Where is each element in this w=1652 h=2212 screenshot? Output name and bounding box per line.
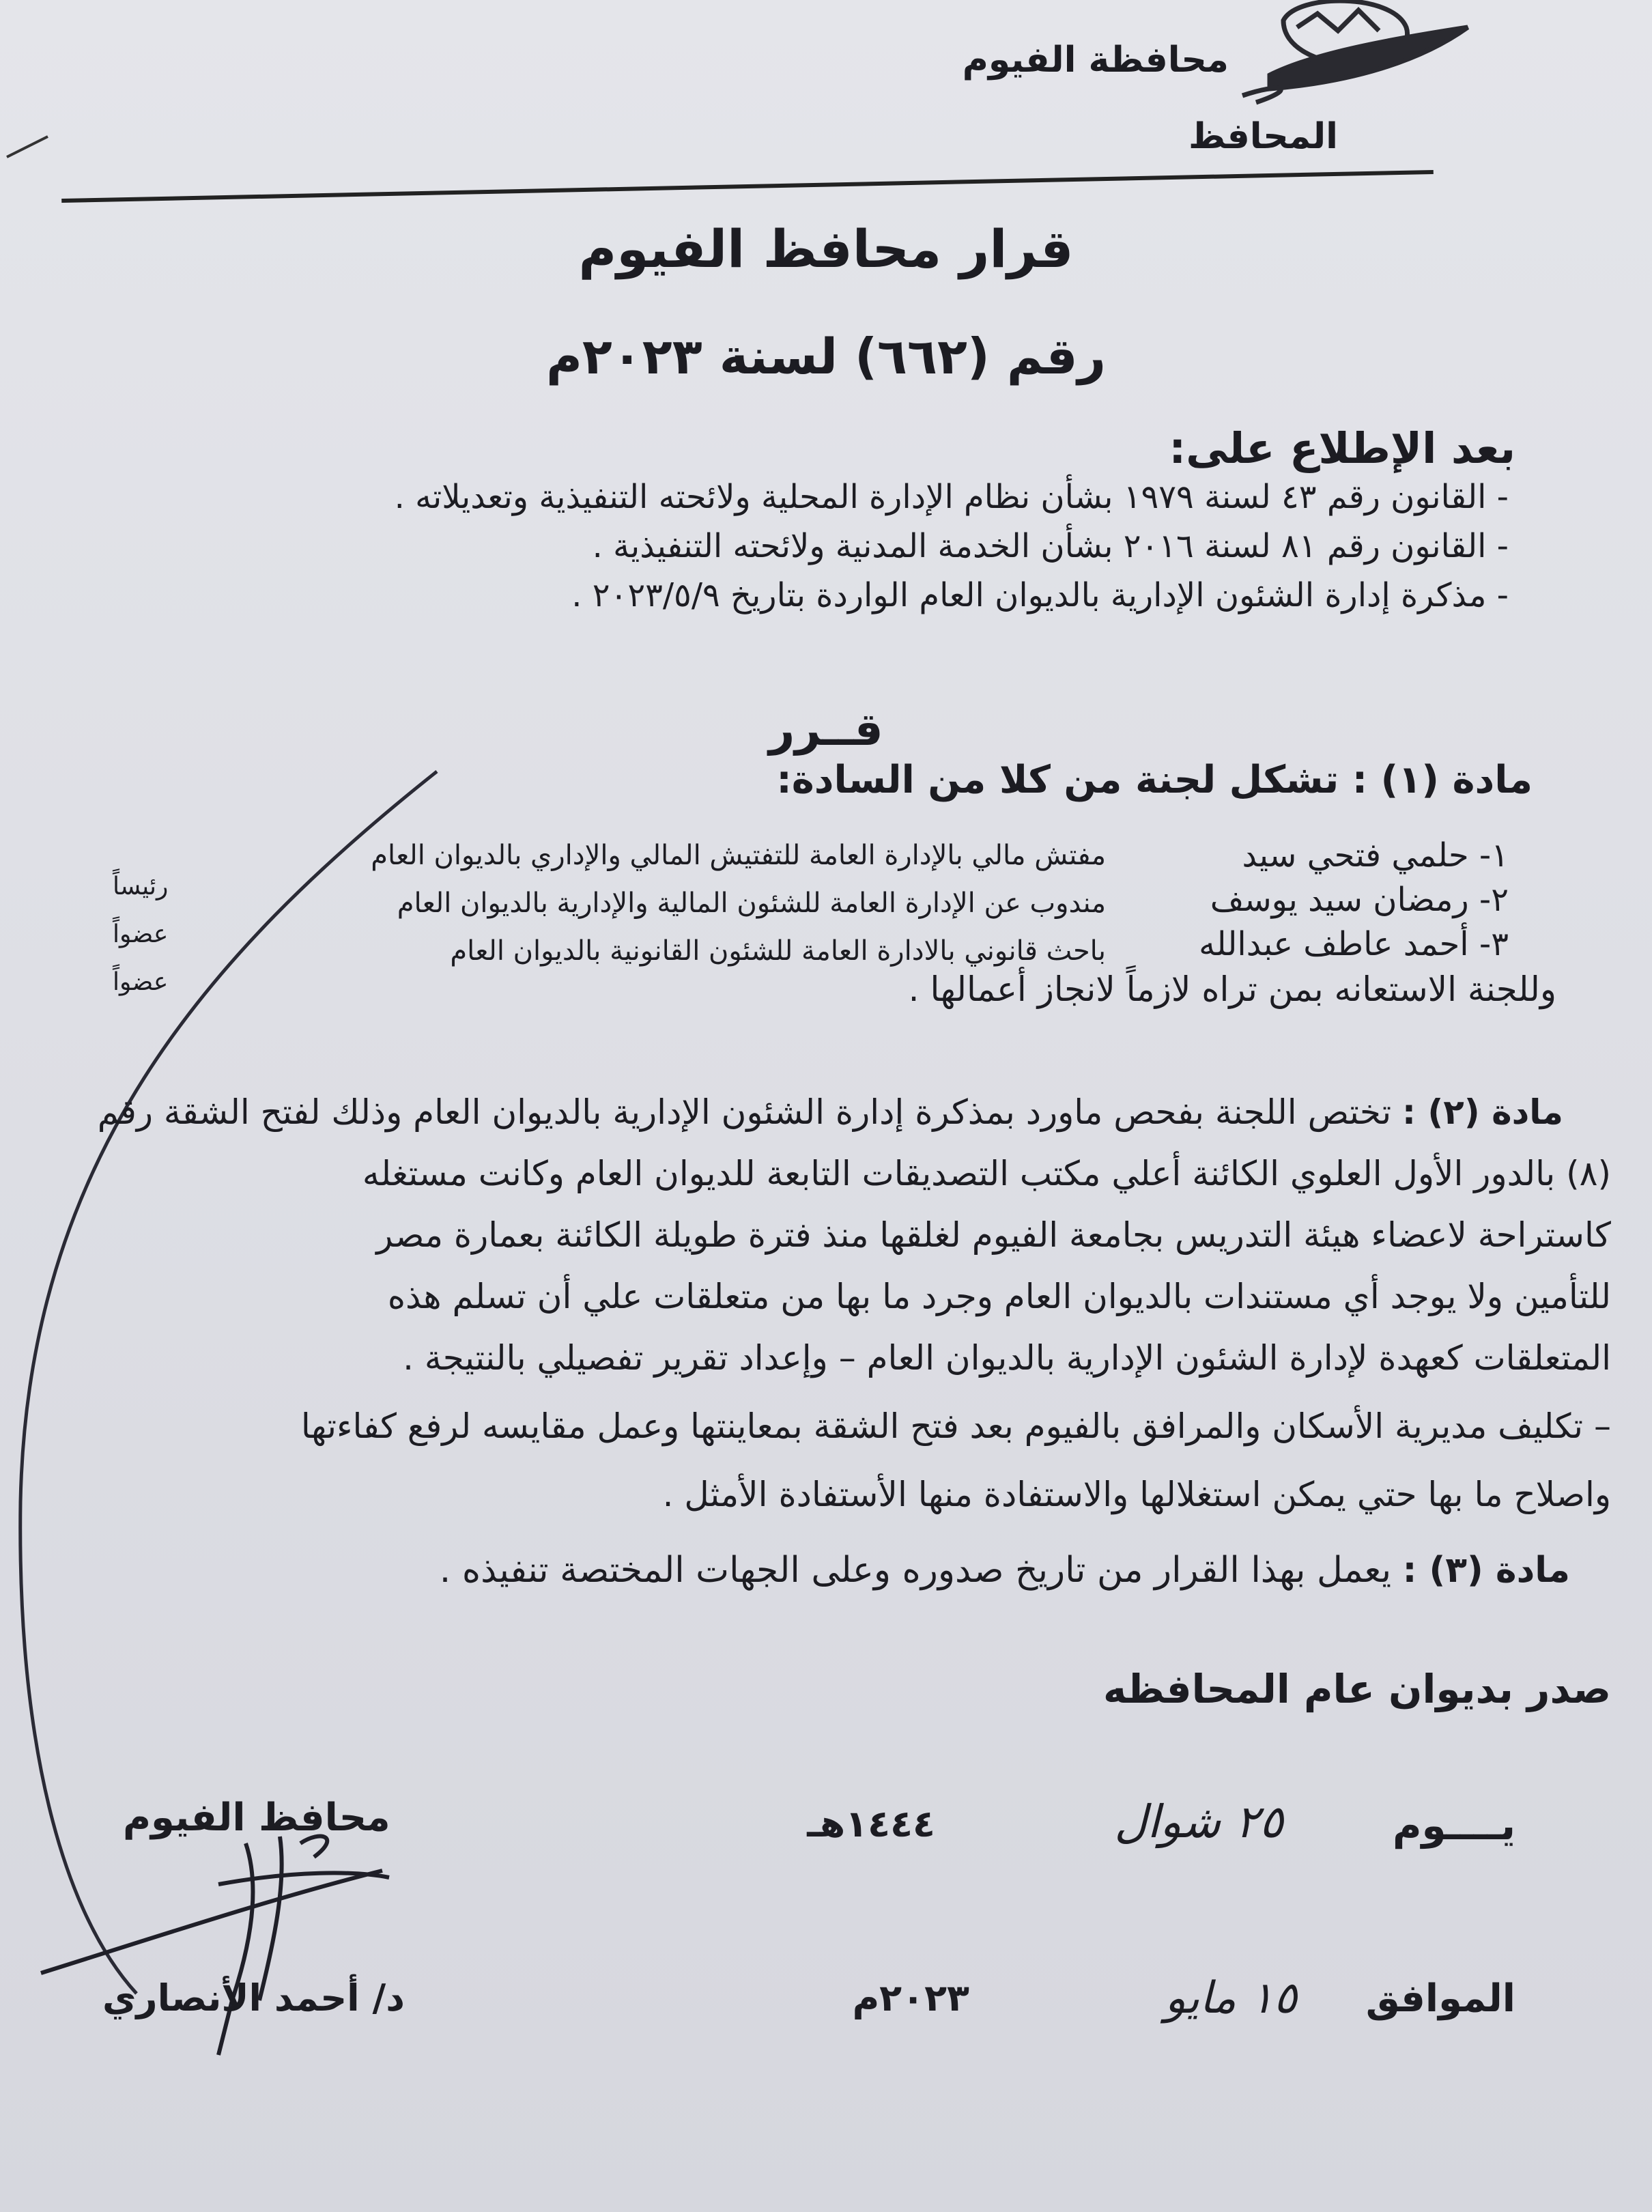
reference-item: - مذكرة إدارة الشئون الإدارية بالديوان العام الواردة بتاريخ ٢٠٢٣/٥/٩ . bbox=[571, 576, 1509, 614]
article-2-line: تختص اللجنة بفحص ماورد بمذكرة إدارة الشئون الإدارية بالديوان العام وذلك لفتح الشقة رقم bbox=[97, 1092, 1392, 1132]
decision-title: قرار محافظ الفيوم bbox=[578, 218, 1074, 279]
header-role: المحافظ bbox=[1188, 116, 1338, 157]
article-2 bbox=[98, 1092, 1563, 1132]
decision-number: رقم (٦٦٢) لسنة ٢٠٢٣م bbox=[546, 328, 1106, 385]
member-position: باحث قانوني بالادارة العامة للشئون القانونية بالديوان العام bbox=[450, 935, 1106, 967]
signatory-name: د/ أحمد الأنصاري bbox=[102, 1976, 405, 2019]
margin-mark bbox=[7, 137, 48, 157]
member-name: ١- حلمي فتحي سيد bbox=[1242, 836, 1509, 875]
member-role: عضواً bbox=[113, 968, 169, 996]
governorate-emblem-icon bbox=[1242, 1, 1468, 102]
article-3-heading: مادة (٣) : bbox=[1402, 1550, 1570, 1591]
hijri-year: ١٤٤٤هـ bbox=[807, 1802, 935, 1845]
article-2-line: كاستراحة لاعضاء هيئة التدريس بجامعة الفيوم لغلقها منذ فترة طويلة الكائنة بعمارة مصر bbox=[376, 1215, 1611, 1255]
reference-item: - القانون رقم ٤٣ لسنة ١٩٧٩ بشأن نظام الإدارة المحلية ولائحته التنفيذية وتعديلاته . bbox=[394, 478, 1509, 516]
article-3 bbox=[440, 1550, 1570, 1591]
article-2-line: – تكليف مديرية الأسكان والمرافق بالفيوم بعد فتح الشقة بمعاينتها وعمل مقايسه لرفع كفاءتها bbox=[300, 1406, 1611, 1446]
article-1-heading: مادة (١) : تشكل لجنة من كلا من السادة: bbox=[776, 758, 1533, 802]
article-2-line: (٨) بالدور الأول العلوي الكائنة أعلي مكتب التصديقات التابعة للديوان العام وكانت مستغله bbox=[362, 1154, 1611, 1193]
hijri-date-handwritten: ٢٥ شوال bbox=[1114, 1796, 1283, 1848]
member-position: مفتش مالي بالإدارة العامة للتفتيش المالي والإداري بالديوان العام bbox=[371, 840, 1106, 871]
issued-at: صدر بديوان عام المحافظه bbox=[1102, 1666, 1611, 1712]
after-review-heading: بعد الإطلاع على: bbox=[1169, 423, 1515, 473]
member-role: رئيساً bbox=[113, 873, 169, 901]
gregorian-label: الموافق bbox=[1365, 1976, 1515, 2021]
member-name: ٣- أحمد عاطف عبدالله bbox=[1199, 925, 1509, 963]
gregorian-year: ٢٠٢٣م bbox=[852, 1976, 969, 2019]
signatory-title: محافظ الفيوم bbox=[123, 1796, 390, 1840]
handwritten-signature bbox=[41, 1837, 389, 2055]
article-2-line: المتعلقات كعهدة لإدارة الشئون الإدارية بالديوان العام – وإعداد تقرير تفصيلي بالنتيجة . bbox=[403, 1338, 1611, 1378]
header-organization: محافظة الفيوم bbox=[962, 40, 1229, 81]
gregorian-date-handwritten: ١٥ مايو bbox=[1165, 1973, 1297, 2024]
article-2-heading: مادة (٢) : bbox=[1402, 1092, 1563, 1132]
member-name: ٢- رمضان سيد يوسف bbox=[1210, 881, 1509, 919]
member-position: مندوب عن الإدارة العامة للشئون المالية والإدارية بالديوان العام bbox=[397, 888, 1106, 919]
member-role: عضواً bbox=[113, 920, 169, 948]
article-2-line: للتأمين ولا يوجد أي مستندات بالديوان العام وجرد ما بها من متعلقات علي أن تسلم هذه bbox=[387, 1277, 1611, 1316]
decided-heading: قــرر bbox=[769, 703, 883, 756]
day-label: يــــوم bbox=[1393, 1802, 1515, 1849]
article-3-text: يعمل بهذا القرار من تاريخ صدوره وعلى الجهات المختصة تنفيذه . bbox=[439, 1550, 1392, 1591]
article-1-note: وللجنة الاستعانه بمن تراه لازماً لانجاز أعمالها . bbox=[908, 969, 1556, 1009]
reference-item: - القانون رقم ٨١ لسنة ٢٠١٦ بشأن الخدمة المدنية ولائحته التنفيذية . bbox=[592, 527, 1509, 565]
article-2-line: واصلاح ما بها حتي يمكن استغلالها والاستفادة منها الأستفادة الأمثل . bbox=[662, 1475, 1611, 1514]
